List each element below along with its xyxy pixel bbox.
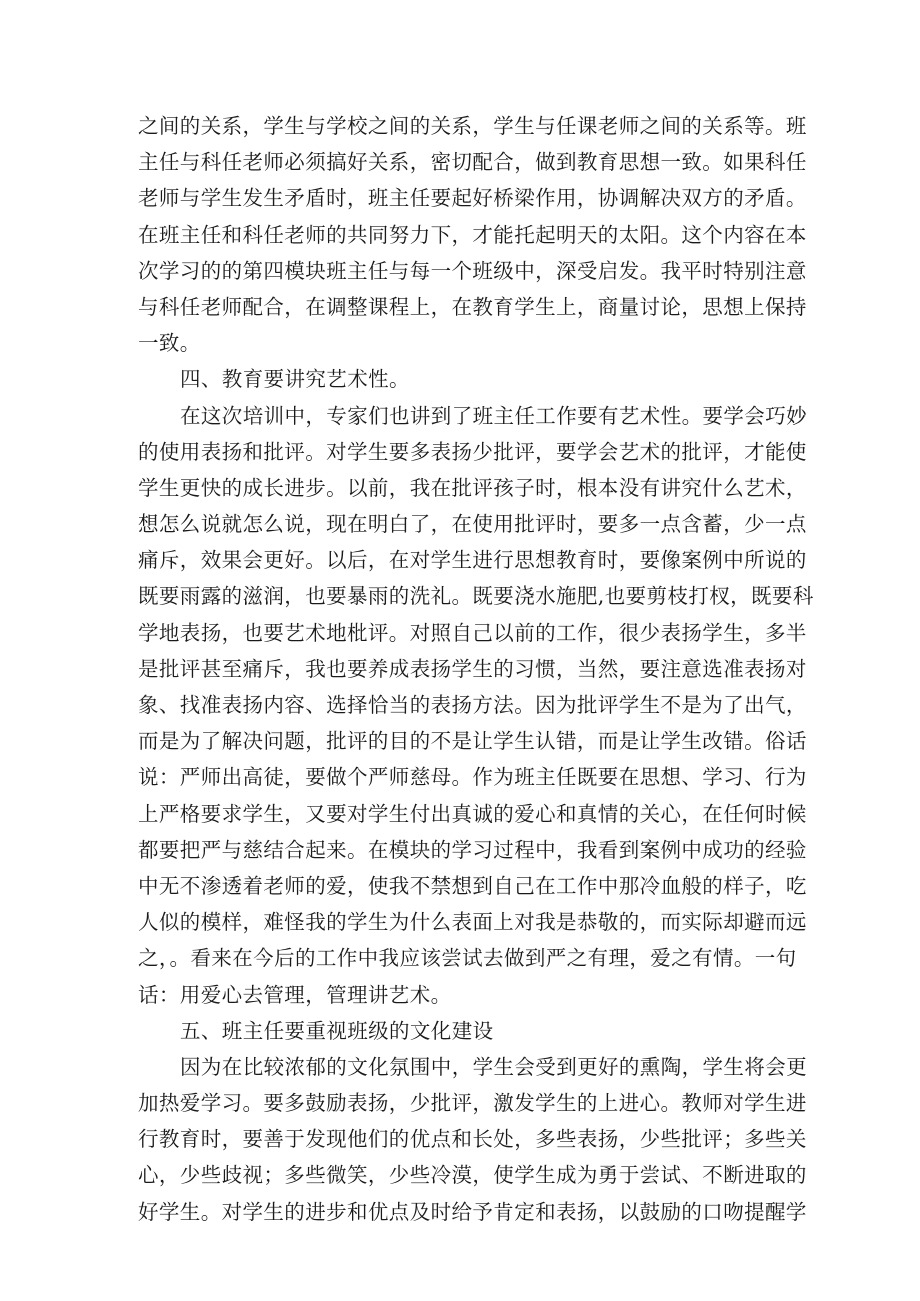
paragraph-line: 说：严师出高徒，要做个严师慈母。作为班主任既要在思想、学习、行为 bbox=[138, 765, 807, 790]
paragraph-line: 痛斥，效果会更好。以后，在对学生进行思想教育时，要像案例中所说的 bbox=[138, 548, 807, 573]
paragraph-line: 人似的模样，难怪我的学生为什么表面上对我是恭敬的，而实际却避而远 bbox=[138, 910, 807, 935]
paragraph-line: 在这次培训中，专家们也讲到了班主任工作要有艺术性。要学会巧妙 bbox=[180, 403, 807, 428]
paragraph-line: 好学生。对学生的进步和优点及时给予肯定和表扬，以鼓励的口吻提醒学 bbox=[138, 1199, 807, 1224]
paragraph-line: 因为在比较浓郁的文化氛围中，学生会受到更好的熏陶，学生将会更 bbox=[180, 1054, 807, 1079]
paragraph-line: 是批评甚至痛斥，我也要养成表扬学生的习惯，当然，要注意选准表扬对 bbox=[138, 656, 807, 681]
paragraph-line: 的使用表扬和批评。对学生要多表扬少批评，要学会艺术的批评，才能使 bbox=[138, 439, 807, 464]
paragraph-line: 学生更快的成长进步。以前，我在批评孩子时，根本没有讲究什么艺术， bbox=[138, 475, 807, 500]
paragraph-line: 加热爱学习。要多鼓励表扬，少批评，激发学生的上进心。教师对学生进 bbox=[138, 1091, 807, 1116]
paragraph-line: 上严格要求学生，又要对学生付出真诚的爱心和真情的关心，在任何时候 bbox=[138, 801, 807, 826]
paragraph-line: 中无不渗透着老师的爱，使我不禁想到自己在工作中那冷血般的样子，吃 bbox=[138, 873, 807, 898]
paragraph-line: 在班主任和科任老师的共同努力下，才能托起明天的太阳。这个内容在本 bbox=[138, 222, 807, 247]
paragraph-line: 想怎么说就怎么说，现在明白了，在使用批评时，要多一点含蓄，少一点 bbox=[138, 512, 807, 537]
section-heading: 四、教育要讲究艺术性。 bbox=[180, 367, 410, 392]
document-page bbox=[138, 108, 814, 1230]
paragraph-line: 都要把严与慈结合起来。在模块的学习过程中，我看到案例中成功的经验 bbox=[138, 837, 807, 862]
paragraph-line: 学地表扬，也要艺术地枇评。对照自己以前的工作，很少表扬学生，多半 bbox=[138, 620, 807, 645]
paragraph-line: 之间的关系，学生与学校之间的关系，学生与任课老师之间的关系等。班 bbox=[138, 114, 807, 138]
paragraph-line: 心，少些歧视；多些微笑，少些冷漠，使学生成为勇于尝试、不断进取的 bbox=[138, 1163, 807, 1188]
paragraph-line: 之，。看来在今后的工作中我应该尝试去做到严之有理，爱之有情。一句 bbox=[138, 946, 797, 971]
paragraph-line: 与科任老师配合，在调整课程上，在教育学生上，商量讨论，思想上保持 bbox=[138, 294, 807, 319]
paragraph-line: 既要雨露的滋润，也要暴雨的洗礼。既要浇水施肥,也要剪枝打杈，既要科 bbox=[138, 584, 814, 609]
paragraph-line: 象、找准表扬内容、选择恰当的表扬方法。因为批评学生不是为了出气， bbox=[138, 693, 807, 717]
paragraph-line: 而是为了解决问题，批评的目的不是让学生认错，而是让学生改错。俗话 bbox=[138, 729, 807, 754]
paragraph-line: 次学习的的第四模块班主任与每一个班级中，深受启发。我平时特别注意 bbox=[138, 258, 807, 283]
paragraph-line: 老师与学生发生矛盾时，班主任要起好桥梁作用，协调解决双方的矛盾。 bbox=[138, 186, 807, 211]
paragraph-line: 一致。 bbox=[138, 331, 201, 356]
paragraph-line: 行教育时，要善于发现他们的优点和长处，多些表扬，少些批评；多些关 bbox=[138, 1127, 807, 1152]
paragraph-line: 话：用爱心去管理，管理讲艺术。 bbox=[138, 982, 452, 1007]
section-heading: 五、班主任要重视班级的文化建设 bbox=[180, 1018, 494, 1043]
paragraph-line: 主任与科任老师必须搞好关系，密切配合，做到教育思想一致。如果科任 bbox=[138, 150, 807, 175]
